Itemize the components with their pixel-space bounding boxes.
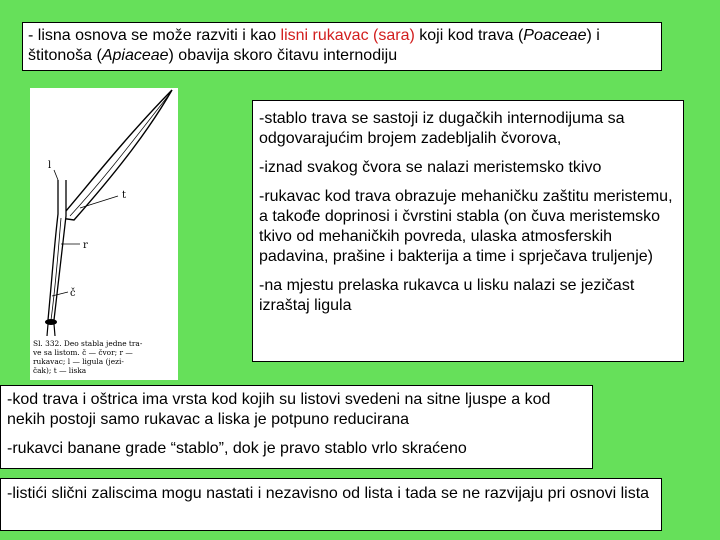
intro-text-box (22, 22, 662, 71)
leader-l (54, 170, 58, 180)
label-l: l (48, 160, 52, 171)
label-t: t (122, 190, 127, 201)
intro-text-4: ) obavija skoro čitavu internodiju (168, 47, 398, 64)
intro-text-1: - lisna osnova se može razviti i kao (28, 27, 281, 44)
stipule-like-box (0, 478, 662, 531)
grass-stem-drawing (30, 88, 178, 380)
grass-stem-figure (30, 88, 178, 380)
caption-line-4: čak); t — liska (33, 366, 87, 375)
intro-italic-apiaceae: Apiaceae (101, 47, 169, 64)
intro-italic-poaceae: Poaceae (523, 27, 587, 44)
leaf-blade-shape (60, 90, 172, 220)
stem-fact-2: -iznad svakog čvora se nalazi meristemsko tkivo (259, 159, 602, 176)
label-c: č (70, 288, 76, 299)
stem-base (47, 324, 55, 336)
stipule-like-text: -listići slični zaliscima mogu nastati i nezavisno od lista i tada se ne razvijaju pri osnovi lista (7, 485, 650, 502)
stem-facts-box (252, 100, 684, 362)
stem-fact-3: -rukavac kod trava obrazuje mehaničku zaštitu meristemu, a takođe doprinosi i čvrstini stabla (on čuva meristemsko tkivo od mehaničkih povreda, ulaska atmosferskih padavina, prašine i bakterija a time i sprječava truljenje) (259, 188, 673, 265)
banana-sheath-text: -rukavci banane grade “stablo”, dok je pravo stablo vrlo skraćeno (7, 440, 467, 457)
intro-text-3: ) i štitonoša ( (28, 27, 600, 64)
intro-text-2: koji kod trava ( (414, 27, 524, 44)
reduced-leaves-box (0, 385, 593, 469)
caption-line-2: ve sa listom. č — čvor; r — (33, 348, 133, 357)
reduced-leaves-text: -kod trava i oštrica ima vrsta kod kojih su listovi svedeni na sitne ljuspe a kod nekih postoji samo rukavac a liska je potpuno reducirana (7, 391, 551, 428)
stem-fact-4: -na mjestu prelaska rukavca u lisku nalazi se jezičast izraštaj ligula (259, 277, 635, 314)
caption-line-1: Sl. 332. Deo stabla jedne tra- (33, 339, 143, 348)
node-mark (45, 319, 57, 325)
stem-fact-1: -stablo trava se sastoji iz dugačkih internodijuma sa odgovarajućim brojem zadebljalih čvorova, (259, 110, 625, 147)
stem-shape (48, 180, 66, 320)
caption-line-3: rukavac; l — ligula (jezi- (33, 357, 124, 366)
intro-highlight: lisni rukavac (sara) (280, 27, 415, 44)
label-r: r (83, 240, 88, 251)
